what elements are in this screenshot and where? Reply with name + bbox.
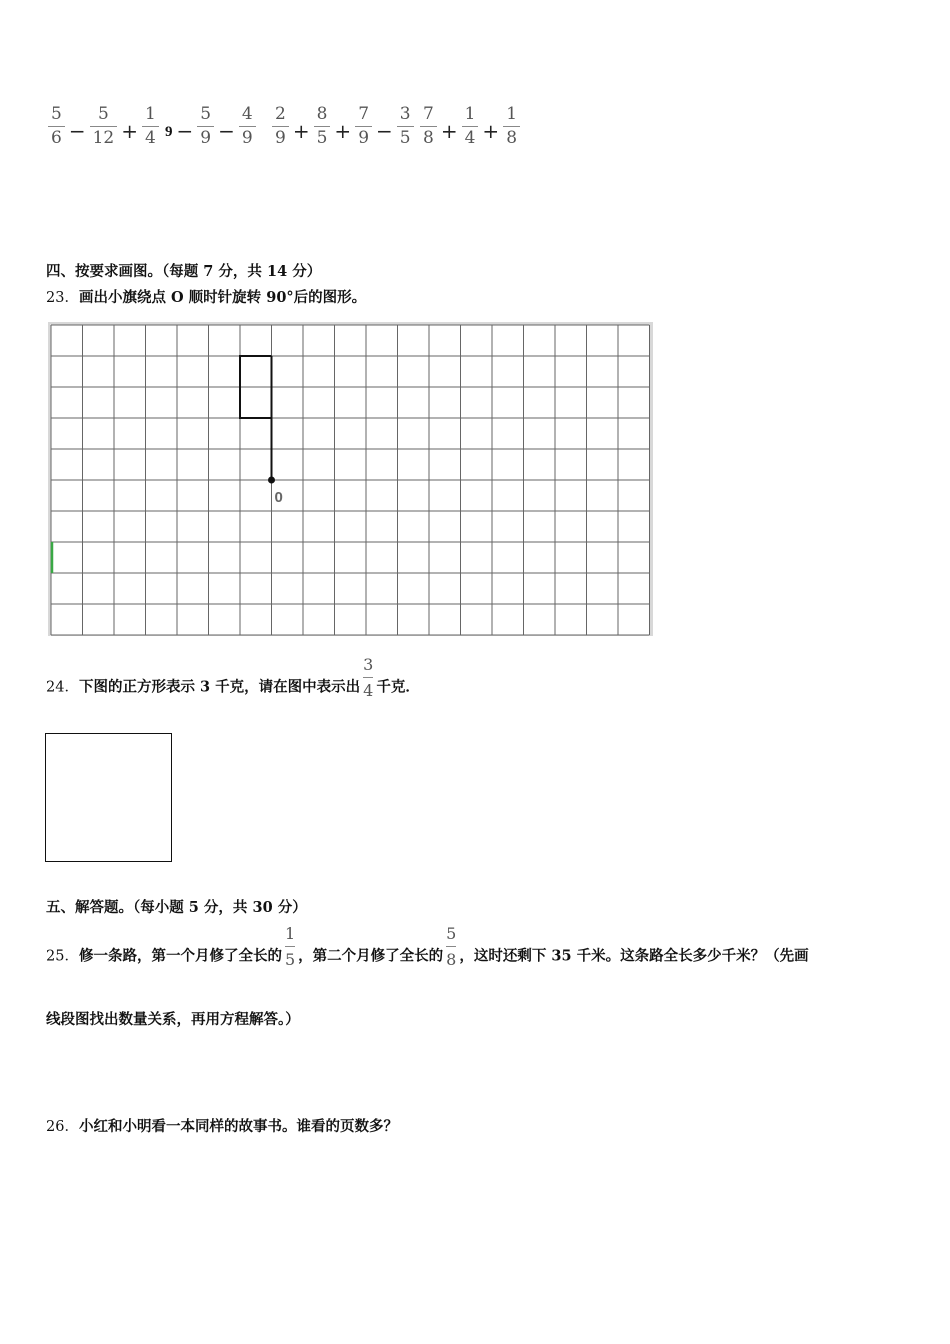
numerator: 4 (241, 103, 253, 124)
numerator: 7 (423, 103, 434, 124)
operator: + (482, 119, 500, 143)
square-diagram (45, 733, 172, 862)
question-text: 画出小旗绕点 O 顺时针旋转 90°后的图形。 (78, 289, 367, 306)
denominator: 9 (355, 126, 372, 147)
section-4-title: 四、按要求画图。（每题 7 分，共 14 分） (46, 263, 322, 280)
question-text-1: 修一条路，第一个月修了全长的 (78, 947, 282, 965)
question-text-2: ，第二个月修了全长的 (298, 947, 444, 965)
denominator: 5 (285, 946, 295, 969)
numerator: 8 (316, 103, 328, 124)
fraction (420, 103, 437, 148)
question-text: 小红和小明看一本同样的故事书。谁看的页数多？ (78, 1118, 398, 1135)
numerator: 1 (506, 103, 518, 124)
operator: + (334, 119, 352, 143)
fraction (363, 655, 373, 700)
operator: + (121, 119, 138, 143)
fraction (314, 103, 331, 148)
numerator: 1 (464, 103, 476, 124)
fraction (90, 103, 118, 148)
denominator: 8 (503, 126, 520, 147)
operator: + (292, 119, 310, 143)
operator: − (176, 119, 194, 143)
question-23 (46, 286, 366, 307)
numerator: 1 (145, 103, 156, 124)
expression-4 (418, 100, 522, 152)
denominator: 8 (420, 126, 437, 147)
question-26 (46, 1115, 398, 1136)
question-text-end: 千克． (376, 678, 420, 696)
question-25-line-2: 线段图找出数量关系，再用方程解答。） (46, 1011, 300, 1028)
section-5-title: 五、解答题。（每小题 5 分，共 30 分） (46, 899, 307, 916)
numerator: 2 (275, 103, 286, 124)
question-number: 24． (46, 679, 79, 696)
denominator: 9 (239, 126, 256, 147)
expression-3 (270, 100, 416, 152)
point-o-label: 0 (274, 489, 283, 506)
denominator: 9 (197, 126, 214, 147)
operator: − (218, 119, 235, 143)
operator: + (440, 119, 458, 143)
numerator: 5 (98, 103, 109, 124)
numerator: 5 (446, 924, 457, 943)
rotation-grid (48, 322, 654, 636)
denominator: 4 (462, 126, 479, 147)
numerator: 5 (200, 103, 212, 124)
question-text-3: ，这时还剩下 35 千米。这条路全长多少千米？（先画 (459, 947, 809, 965)
numerator: 5 (51, 103, 62, 124)
fraction (239, 103, 256, 148)
fraction (462, 103, 479, 148)
expression-1 (46, 100, 161, 152)
denominator: 5 (314, 126, 331, 147)
operator: − (376, 119, 393, 143)
question-number: 26． (46, 1119, 79, 1135)
expression-2 (165, 100, 258, 152)
question-number: 25． (46, 948, 79, 965)
fraction (142, 103, 159, 148)
question-text: 下图的正方形表示 3 千克，请在图中表示出 (78, 678, 361, 696)
fraction (355, 103, 372, 148)
denominator: 9 (272, 126, 289, 147)
denominator: 4 (363, 677, 373, 700)
fraction (503, 103, 520, 148)
whole-number: 9 (165, 123, 173, 140)
fraction (48, 103, 65, 148)
fraction (397, 103, 414, 148)
denominator: 12 (90, 126, 118, 147)
fraction-2 (446, 924, 456, 969)
fraction-1 (285, 924, 295, 969)
numerator: 3 (399, 103, 411, 124)
fraction (272, 103, 289, 148)
question-25 (46, 924, 809, 979)
question-number: 23． (46, 290, 79, 306)
denominator: 6 (48, 126, 65, 147)
fraction (197, 103, 214, 148)
numerator: 1 (284, 924, 296, 943)
denominator: 4 (142, 126, 159, 147)
operator: − (68, 119, 86, 143)
pivot-point (268, 477, 275, 484)
numerator: 7 (358, 103, 370, 124)
denominator: 8 (446, 946, 456, 969)
numerator: 3 (363, 655, 374, 674)
question-24 (46, 655, 420, 710)
denominator: 5 (397, 126, 414, 147)
